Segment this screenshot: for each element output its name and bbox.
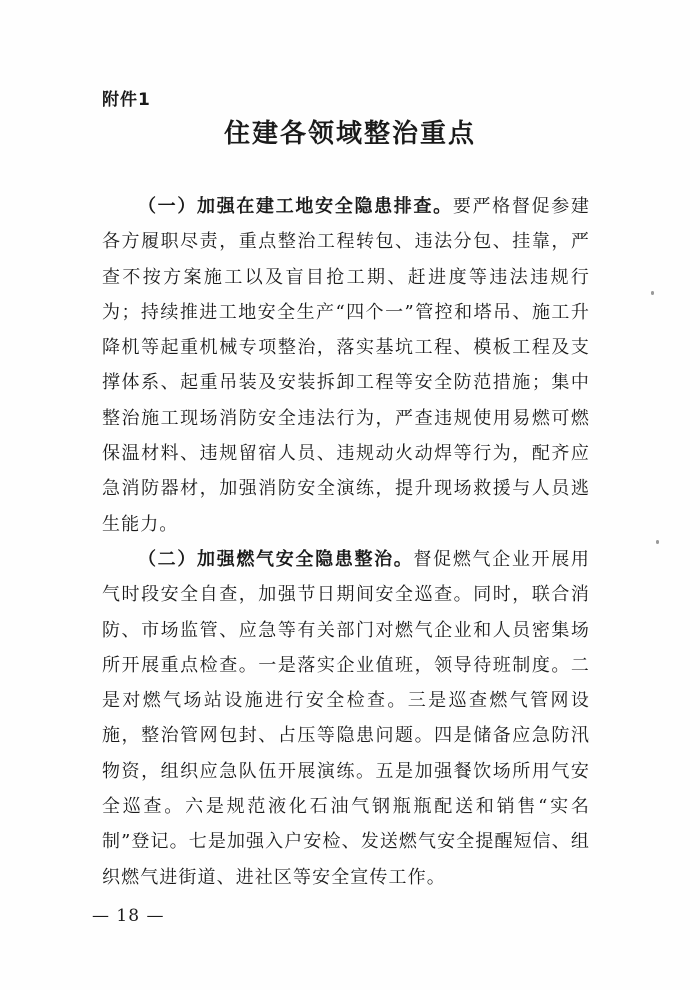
- document-body: [102, 189, 590, 895]
- paragraph-1-text: 要严格督促参建各方履职尽责，重点整治工程转包、违法分包、挂靠，严查不按方案施工以及盲目抢工期、赶进度等违法违规行为；持续推进工地安全生产“四个一”管控和塔吊、施工升降机等起重机械专项整治，落实基坑工程、模板工程及支撑体系、起重吊装及安装拆卸工程等安全防范措施；集中整治施工现场消防安全违法行为，严查违规使用易燃可燃保温材料、违规留宿人员、违规动火动焊等行为，配齐应急消防器材，加强消防安全演练，提升现场救援与人员逃生能力。: [102, 196, 590, 535]
- paragraph-2: [102, 542, 590, 895]
- paragraph-2-lead: （二）加强燃气安全隐患整治。: [138, 548, 414, 570]
- scan-speck: [651, 291, 654, 295]
- scan-speck: [656, 540, 659, 544]
- document-title: 住建各领域整治重点: [223, 119, 476, 149]
- paragraph-2-text: 督促燃气企业开展用气时段安全自查，加强节日期间安全巡查。同时，联合消防、市场监管、应急等有关部门对燃气企业和人员密集场所开展重点检查。一是落实企业值班，领导待班制度。二是对燃气场站设施进行安全检查。三是巡查燃气管网设施，整治管网包封、占压等隐患问题。四是储备应急防汛物资，组织应急队伍开展演练。五是加强餐饮场所用气安全巡查。六是规范液化石油气钢瓶瓶配送和销售“实名制”登记。七是加强入户安检、发送燃气安全提醒短信、组织燃气进街道、进社区等安全宣传工作。: [102, 548, 590, 888]
- attachment-label: 附件1: [102, 90, 151, 110]
- page-number: — 18 —: [92, 906, 165, 926]
- paragraph-1-lead: （一）加强在建工地安全隐患排查。: [138, 196, 453, 217]
- paragraph-1: [102, 189, 590, 542]
